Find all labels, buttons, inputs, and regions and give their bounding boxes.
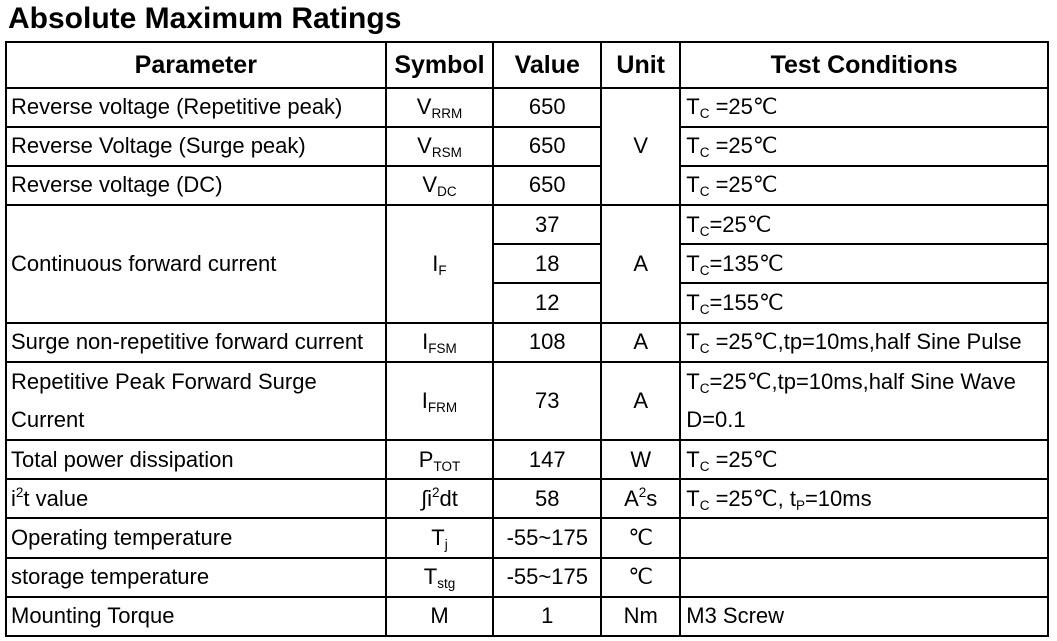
tc-subscript: C bbox=[699, 341, 710, 357]
symbol bbox=[422, 329, 457, 355]
symbol-base: I bbox=[432, 250, 439, 276]
test-conditions bbox=[686, 251, 783, 277]
tc-rest: =25℃ bbox=[709, 446, 778, 472]
unit-cell bbox=[602, 324, 679, 361]
parameter-label: Continuous forward current bbox=[11, 250, 277, 276]
value-cell bbox=[494, 128, 600, 165]
header-parameter-label: Parameter bbox=[134, 50, 257, 79]
symbol-subscript: RSM bbox=[431, 145, 462, 161]
value-cell bbox=[494, 519, 600, 556]
symbol-cell bbox=[387, 128, 493, 165]
unit-post: s bbox=[646, 485, 658, 511]
value-label: 650 bbox=[528, 94, 566, 120]
value-cell bbox=[494, 598, 600, 635]
parameter-cell bbox=[7, 324, 385, 361]
tc-subscript: C bbox=[699, 380, 710, 396]
symbol bbox=[421, 486, 458, 512]
tc-rest: =25℃,tp=10ms,half Sine Wave bbox=[709, 368, 1016, 394]
unit-cell bbox=[602, 363, 679, 439]
unit-cell bbox=[602, 89, 679, 205]
parameter-cell bbox=[7, 363, 385, 439]
tc-subscript: C bbox=[699, 262, 710, 278]
tc-base: T bbox=[686, 250, 700, 276]
tc-subscript: C bbox=[699, 145, 710, 161]
parameter-cell bbox=[7, 441, 385, 478]
parameter-cell bbox=[7, 559, 385, 596]
value-cell bbox=[494, 206, 600, 243]
tc-rest: =25℃, t bbox=[709, 485, 796, 511]
symbol-subscript: F bbox=[438, 262, 447, 278]
value-label: 18 bbox=[535, 250, 560, 276]
symbol-subscript: DC bbox=[437, 184, 457, 200]
value-label: 108 bbox=[528, 329, 566, 355]
unit-label: V bbox=[633, 133, 649, 159]
unit-cell bbox=[602, 480, 679, 517]
unit-superscript: 2 bbox=[638, 484, 647, 500]
symbol-cell bbox=[387, 559, 493, 596]
symbol-subscript: FSM bbox=[428, 341, 457, 357]
unit-label: A bbox=[633, 329, 649, 355]
tc-base: T bbox=[686, 211, 700, 237]
symbol-cell bbox=[387, 324, 493, 361]
unit-label: A bbox=[633, 250, 649, 276]
test-conditions bbox=[686, 447, 777, 473]
test-conditions-cell bbox=[681, 363, 1047, 439]
tc-base: T bbox=[686, 94, 700, 120]
tc-subscript: C bbox=[699, 223, 710, 239]
unit-label bbox=[624, 486, 657, 512]
symbol-subscript: FRM bbox=[427, 399, 458, 415]
tc-base: T bbox=[686, 133, 700, 159]
test-conditions-cell-empty bbox=[681, 519, 1047, 556]
parameter-cell bbox=[7, 206, 385, 322]
symbol bbox=[432, 251, 446, 277]
value-label: 73 bbox=[535, 387, 560, 413]
test-conditions-cell bbox=[681, 598, 1047, 635]
symbol-cell bbox=[387, 480, 493, 517]
header-test-conditions-label: Test Conditions bbox=[770, 50, 958, 79]
test-conditions-cell bbox=[681, 480, 1047, 517]
test-conditions bbox=[686, 172, 777, 198]
test-conditions-line-2: D=0.1 bbox=[686, 406, 746, 432]
symbol-base: I bbox=[422, 329, 429, 355]
value-cell bbox=[494, 245, 600, 282]
symbol bbox=[417, 94, 462, 120]
value-label: 37 bbox=[535, 211, 560, 237]
test-conditions-cell bbox=[681, 89, 1047, 126]
parameter-cell bbox=[7, 480, 385, 517]
symbol-cell bbox=[387, 89, 493, 126]
symbol-base: I bbox=[421, 387, 428, 413]
value-label: 147 bbox=[528, 446, 566, 472]
test-conditions bbox=[686, 212, 771, 238]
test-conditions-cell bbox=[681, 441, 1047, 478]
symbol-subscript: TOT bbox=[433, 458, 461, 474]
unit-label: A bbox=[633, 387, 649, 413]
tc-subscript: C bbox=[699, 184, 710, 200]
tc-rest: =135℃ bbox=[709, 250, 784, 276]
symbol bbox=[422, 172, 456, 198]
tp-subscript: P bbox=[795, 497, 805, 513]
value-cell bbox=[494, 363, 600, 439]
tp-rest: =10ms bbox=[804, 485, 872, 511]
test-conditions bbox=[686, 290, 783, 316]
symbol-superscript: 2 bbox=[432, 484, 440, 500]
tc-rest: =155℃ bbox=[709, 289, 784, 315]
test-conditions: M3 Screw bbox=[686, 603, 785, 629]
value-label: -55~175 bbox=[506, 525, 588, 551]
unit-cell bbox=[602, 598, 679, 635]
parameter-post: t value bbox=[23, 485, 89, 511]
unit-cell bbox=[602, 441, 679, 478]
parameter-label: Reverse voltage (Repetitive peak) bbox=[11, 94, 343, 120]
symbol bbox=[417, 133, 462, 159]
symbol-subscript: RRM bbox=[431, 106, 463, 122]
tc-base: T bbox=[686, 485, 700, 511]
parameter-cell bbox=[7, 598, 385, 635]
symbol-subscript: j bbox=[444, 537, 448, 553]
symbol-base: P bbox=[418, 446, 434, 472]
tc-rest: =25℃ bbox=[709, 211, 772, 237]
tc-rest: =25℃ bbox=[709, 133, 778, 159]
parameter-label: Reverse Voltage (Surge peak) bbox=[11, 133, 306, 159]
value-cell bbox=[494, 559, 600, 596]
header-value bbox=[494, 43, 600, 87]
value-cell bbox=[494, 89, 600, 126]
tc-subscript: C bbox=[699, 106, 710, 122]
test-conditions bbox=[686, 94, 777, 120]
symbol-base: T bbox=[423, 564, 438, 590]
value-cell bbox=[494, 441, 600, 478]
unit-label: W bbox=[630, 446, 652, 472]
value-cell bbox=[494, 324, 600, 361]
unit-label: ℃ bbox=[628, 525, 654, 551]
unit-label: Nm bbox=[623, 603, 658, 629]
value-label: 58 bbox=[535, 485, 560, 511]
parameter-superscript: 2 bbox=[15, 484, 24, 500]
tc-base: T bbox=[686, 289, 700, 315]
symbol bbox=[419, 447, 460, 473]
unit-cell bbox=[602, 206, 679, 322]
tc-subscript: C bbox=[699, 458, 710, 474]
tc-rest: =25℃ bbox=[709, 94, 778, 120]
parameter-cell bbox=[7, 519, 385, 556]
symbol-subscript: stg bbox=[437, 576, 456, 592]
parameter-label: Reverse voltage (DC) bbox=[11, 172, 223, 198]
ratings-table bbox=[5, 41, 1049, 637]
symbol bbox=[424, 564, 455, 590]
symbol-base: T bbox=[431, 525, 445, 551]
tc-rest: =25℃ bbox=[709, 172, 778, 198]
parameter-pre: i bbox=[11, 485, 16, 511]
header-unit-label: Unit bbox=[616, 50, 665, 79]
symbol-pre: ∫i bbox=[421, 485, 432, 511]
parameter-label: Total power dissipation bbox=[11, 446, 234, 472]
unit-cell bbox=[602, 559, 679, 596]
tc-subscript: C bbox=[699, 497, 710, 513]
value-cell bbox=[494, 284, 600, 321]
unit-cell bbox=[602, 519, 679, 556]
test-conditions bbox=[686, 363, 1016, 439]
parameter-cell bbox=[7, 128, 385, 165]
symbol-base: V bbox=[422, 172, 438, 198]
parameter-label: Surge non-repetitive forward current bbox=[11, 329, 364, 355]
header-test-conditions bbox=[681, 43, 1047, 87]
symbol-cell bbox=[387, 441, 493, 478]
test-conditions bbox=[686, 329, 1021, 355]
symbol bbox=[431, 525, 447, 551]
parameter-cell bbox=[7, 89, 385, 126]
parameter-label bbox=[11, 486, 88, 512]
symbol-cell bbox=[387, 167, 493, 204]
symbol-base: V bbox=[417, 133, 432, 159]
value-label: 12 bbox=[535, 289, 560, 315]
tc-base: T bbox=[686, 329, 700, 355]
symbol bbox=[422, 388, 457, 414]
unit-base: A bbox=[624, 485, 639, 511]
page-title: Absolute Maximum Ratings bbox=[8, 2, 402, 35]
value-label: 650 bbox=[528, 172, 566, 198]
symbol-cell bbox=[387, 206, 493, 322]
symbol: M bbox=[430, 603, 449, 629]
test-conditions-cell bbox=[681, 245, 1047, 282]
test-conditions bbox=[686, 133, 777, 159]
symbol-base: V bbox=[416, 94, 432, 120]
tc-subscript: C bbox=[699, 301, 710, 317]
test-conditions-cell bbox=[681, 167, 1047, 204]
tc-base: T bbox=[686, 172, 700, 198]
value-label: -55~175 bbox=[506, 564, 588, 590]
symbol-post: dt bbox=[439, 485, 458, 511]
test-conditions-cell bbox=[681, 128, 1047, 165]
value-cell bbox=[494, 167, 600, 204]
parameter-label: storage temperature bbox=[11, 564, 210, 590]
test-conditions-cell bbox=[681, 206, 1047, 243]
header-symbol bbox=[387, 43, 493, 87]
unit-label: ℃ bbox=[628, 564, 654, 590]
test-conditions-cell bbox=[681, 284, 1047, 321]
header-value-label: Value bbox=[514, 50, 580, 79]
test-conditions-cell-empty bbox=[681, 559, 1047, 596]
test-conditions bbox=[686, 486, 871, 512]
parameter-cell bbox=[7, 167, 385, 204]
symbol-cell bbox=[387, 598, 493, 635]
test-conditions-cell bbox=[681, 324, 1047, 361]
parameter-label: Mounting Torque bbox=[11, 603, 175, 629]
header-symbol-label: Symbol bbox=[394, 50, 485, 79]
parameter-label: Operating temperature bbox=[11, 525, 233, 551]
tc-base: T bbox=[686, 446, 700, 472]
value-label: 650 bbox=[528, 133, 566, 159]
value-label: 1 bbox=[541, 603, 554, 629]
tc-base: T bbox=[686, 368, 700, 394]
symbol-cell bbox=[387, 519, 493, 556]
symbol-cell bbox=[387, 363, 493, 439]
header-unit bbox=[602, 43, 679, 87]
parameter-label: Repetitive Peak Forward Surge Current bbox=[11, 368, 317, 432]
header-parameter bbox=[7, 43, 385, 87]
test-conditions-line-1 bbox=[686, 363, 1016, 401]
value-cell bbox=[494, 480, 600, 517]
tc-rest: =25℃,tp=10ms,half Sine Pulse bbox=[709, 329, 1022, 355]
